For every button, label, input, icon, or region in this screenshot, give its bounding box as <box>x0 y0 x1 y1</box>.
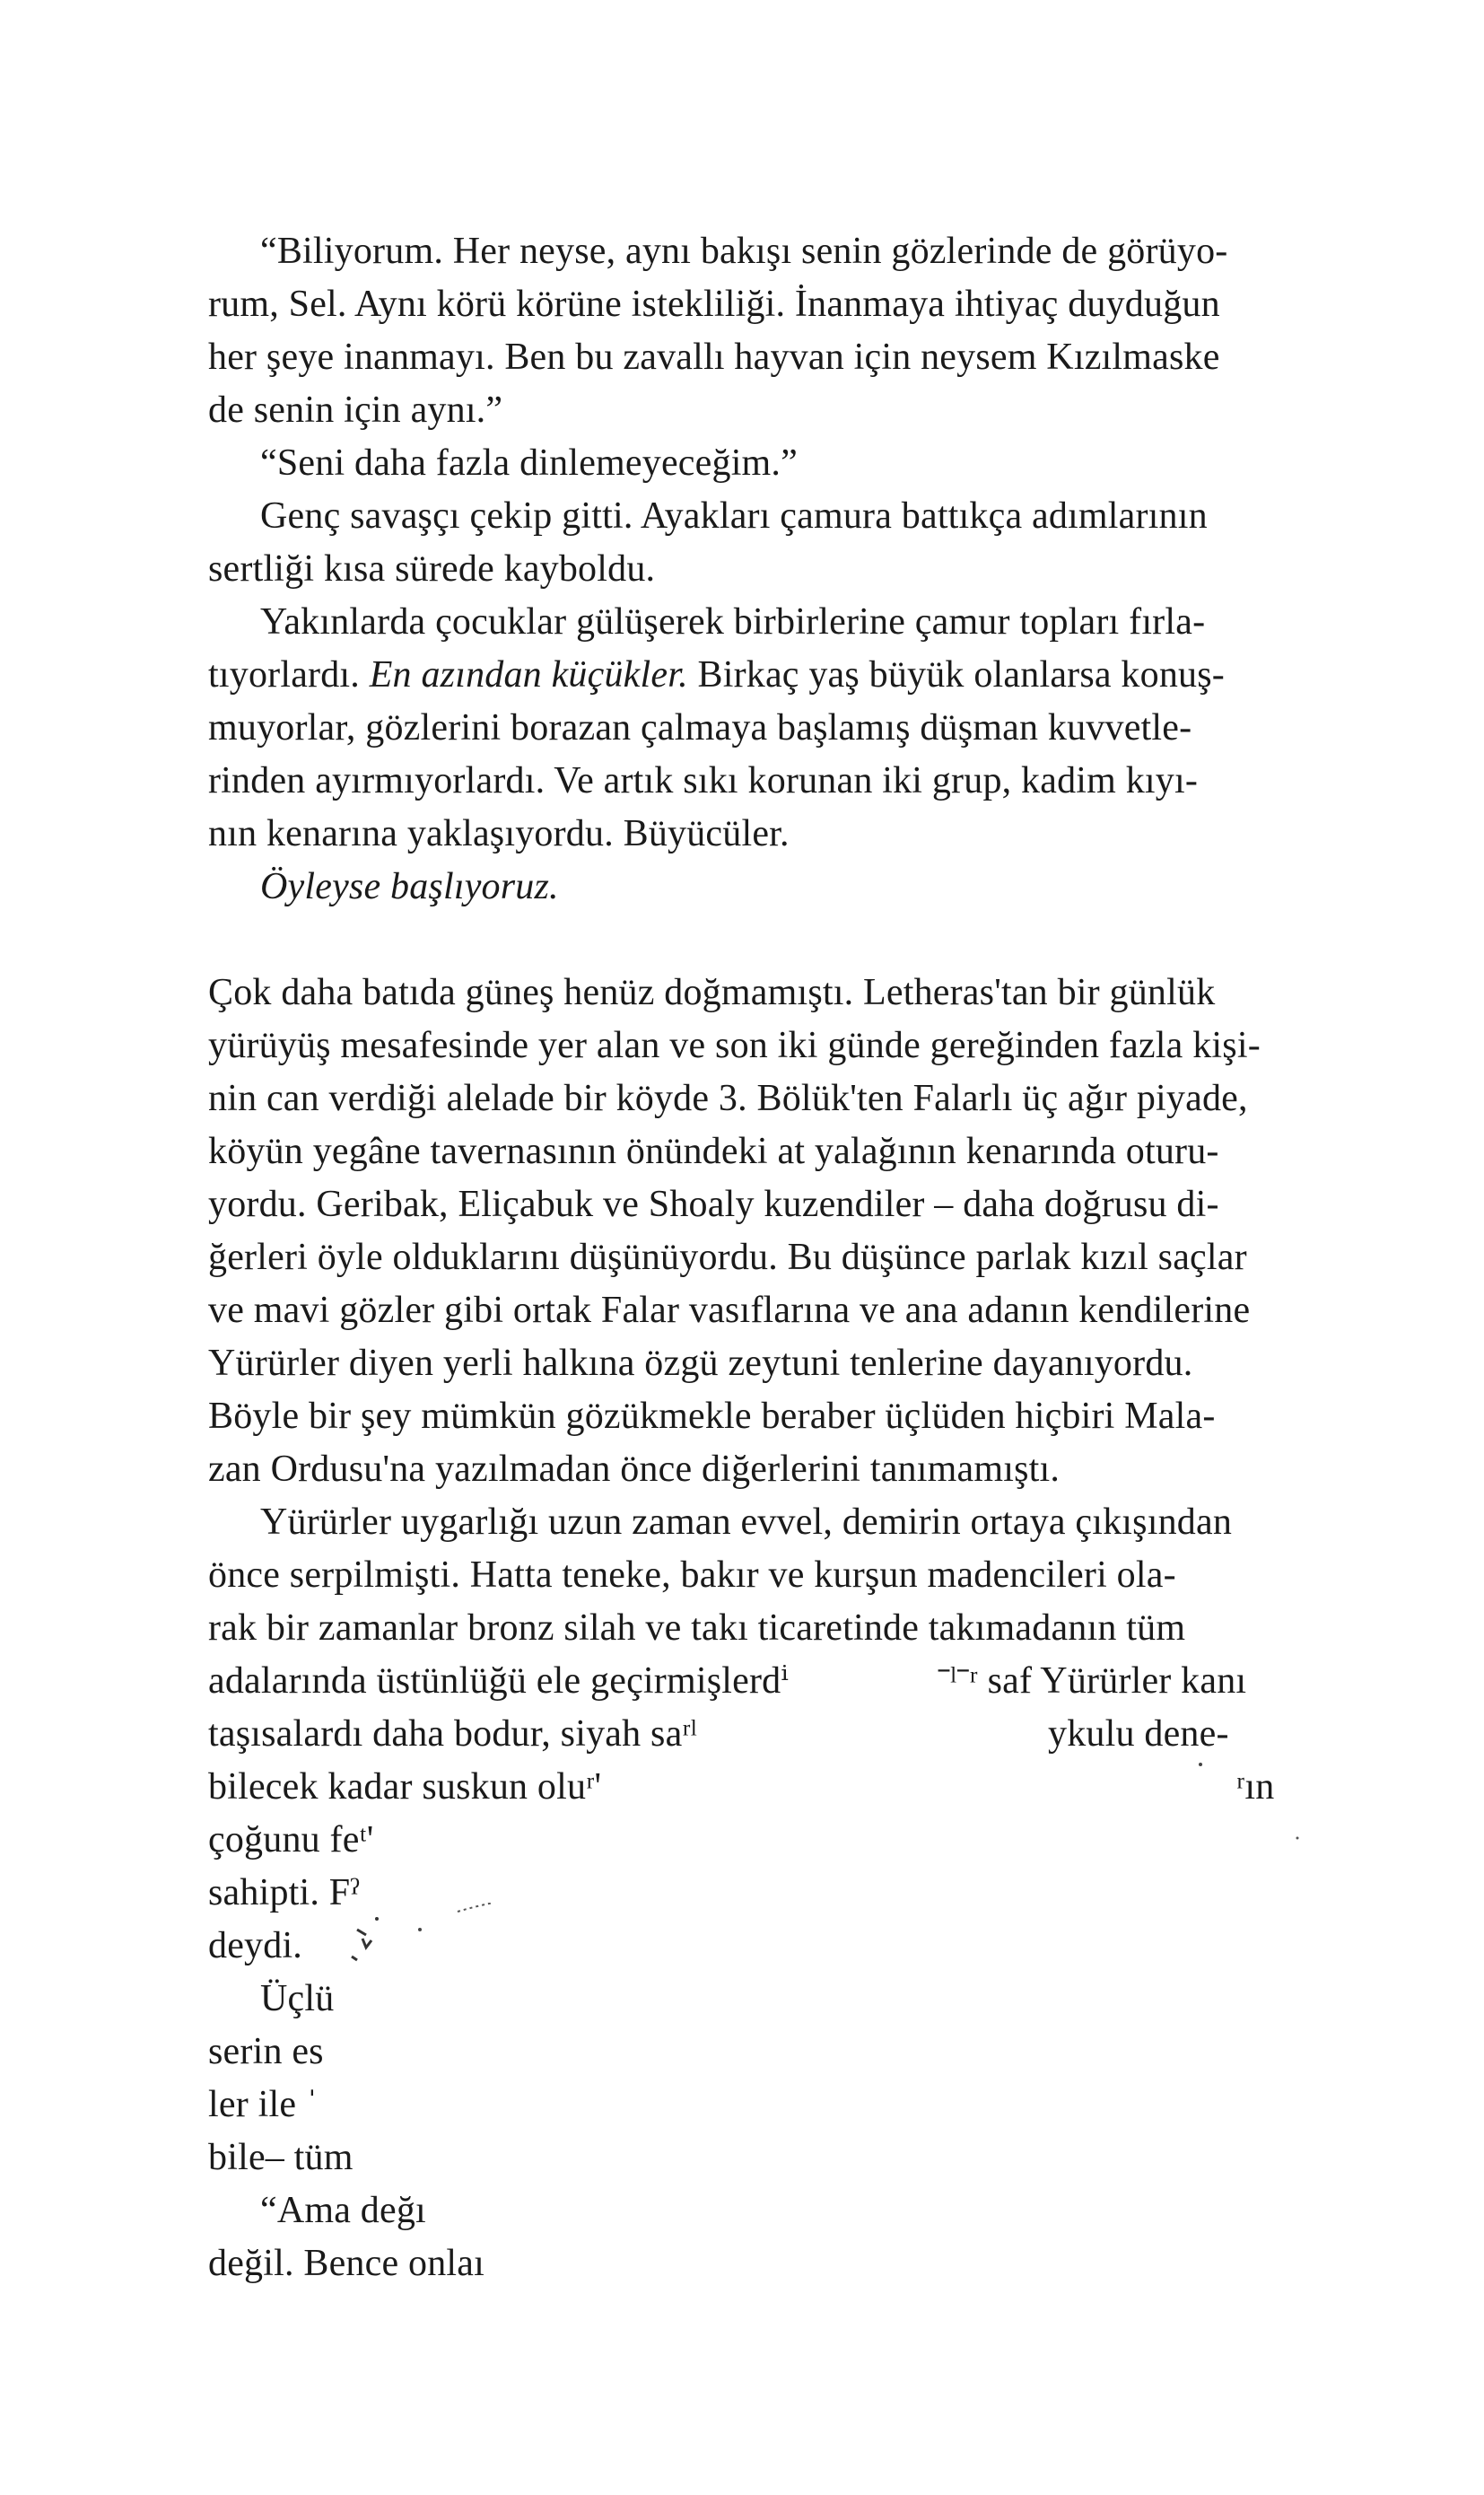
text-line-fragment: ykulu dene- <box>1048 1713 1229 1755</box>
text-line-fragment: sahipti. Fˀ <box>208 1872 360 1913</box>
text-line: muyorlar, gözlerini borazan çalmaya başlamış düşman kuvvetle- <box>208 707 1192 748</box>
text-line-fragment: bile– tüm <box>208 2137 354 2178</box>
text-line-fragment: deydi. <box>208 1925 303 1966</box>
scan-smudge-mark <box>350 1903 547 2010</box>
text-line-fragment: taşısalardı daha bodur, siyah saʳˡ <box>208 1713 697 1755</box>
text-line: de senin için aynı.” <box>208 390 503 431</box>
text-run: tıyorlardı. <box>208 654 370 696</box>
text-line: “Seni daha fazla dinlemeyeceğim.” <box>260 442 798 484</box>
text-line: Yakınlarda çocuklar gülüşerek birbirlerine çamur topları fırla- <box>260 601 1206 643</box>
text-line: Yürürler diyen yerli halkına özgü zeytuni tenlerine dayanıyordu. <box>208 1343 1193 1384</box>
text-line: ğerleri öyle olduklarını düşünüyordu. Bu düşünce parlak kızıl saçlar <box>208 1237 1247 1278</box>
text-line: sertliği kısa sürede kayboldu. <box>208 548 656 590</box>
text-line-fragment: serin es <box>208 2031 324 2072</box>
text-line: rinden ayırmıyorlardı. Ve artık sıkı korunan iki grup, kadim kıyı- <box>208 760 1199 801</box>
text-line: zan Ordusu'na yazılmadan önce diğerlerini tanımamıştı. <box>208 1449 1061 1490</box>
text-line-fragment: çoğunu feᵗ' <box>208 1819 374 1860</box>
text-line: Genç savaşçı çekip gitti. Ayakları çamura battıkça adımlarının <box>260 495 1208 537</box>
text-line-fragment: Üçlü <box>260 1978 335 2019</box>
text-line-fragment: değil. Bence onlaı <box>208 2243 484 2284</box>
text-line-fragment: bilecek kadar suskun oluʳ' <box>208 1766 602 1808</box>
text-line: yordu. Geribak, Eliçabuk ve Shoaly kuzendiler – daha doğrusu di- <box>208 1184 1219 1225</box>
text-line: Çok daha batıda güneş henüz doğmamıştı. Letheras'tan bir günlük <box>208 972 1216 1013</box>
text-line: Yürürler uygarlığı uzun zaman evvel, demirin ortaya çıkışından <box>260 1501 1233 1543</box>
text-line-fragment: adalarında üstünlüğü ele geçirmişlerdⁱ <box>208 1660 789 1702</box>
scan-speck-mark <box>1292 1831 1310 1849</box>
text-line: Böyle bir şey mümkün gözükmekle beraber üçlüden hiçbiri Mala- <box>208 1396 1216 1437</box>
text-line-mixed <box>208 650 1225 700</box>
text-line-fragment: ler ile ˈ <box>208 2084 319 2125</box>
text-line-fragment: ˉˡˉʳ saf Yürürler kanı <box>938 1660 1247 1702</box>
text-line: önce serpilmişti. Hatta teneke, bakır ve kurşun madencileri ola- <box>208 1554 1176 1596</box>
italic-text-line: Öyleyse başlıyoruz. <box>260 866 559 907</box>
text-line: köyün yegâne tavernasının önündeki at yalağının kenarında oturu- <box>208 1131 1219 1172</box>
text-line: yürüyüş mesafesinde yer alan ve son iki günde gereğinden fazla kişi- <box>208 1025 1261 1066</box>
scan-speck-mark <box>1193 1759 1229 1777</box>
text-line: nin can verdiği alelade bir köyde 3. Bölük'ten Falarlı üç ağır piyade, <box>208 1078 1248 1119</box>
text-line-fragment: “Ama değı <box>260 2190 426 2231</box>
text-line: nın kenarına yaklaşıyordu. Büyücüler. <box>208 813 790 854</box>
text-line: her şeye inanmayı. Ben bu zavallı hayvan için neysem Kızılmaske <box>208 337 1220 378</box>
italic-text-run: En azından küçükler. <box>369 654 688 696</box>
text-line: rum, Sel. Aynı körü körüne istekliliği. İnanmaya ihtiyaç duyduğun <box>208 284 1220 325</box>
text-line-fragment: ʳın <box>1236 1766 1275 1808</box>
text-line: rak bir zamanlar bronz silah ve takı ticaretinde takımadanın tüm <box>208 1607 1186 1649</box>
text-run: Birkaç yaş büyük olanlarsa konuş- <box>687 654 1225 696</box>
text-line: “Biliyorum. Her neyse, aynı bakışı senin gözlerinde de görüyo- <box>260 231 1228 272</box>
text-line: ve mavi gözler gibi ortak Falar vasıflarına ve ana adanın kendilerine <box>208 1290 1251 1331</box>
